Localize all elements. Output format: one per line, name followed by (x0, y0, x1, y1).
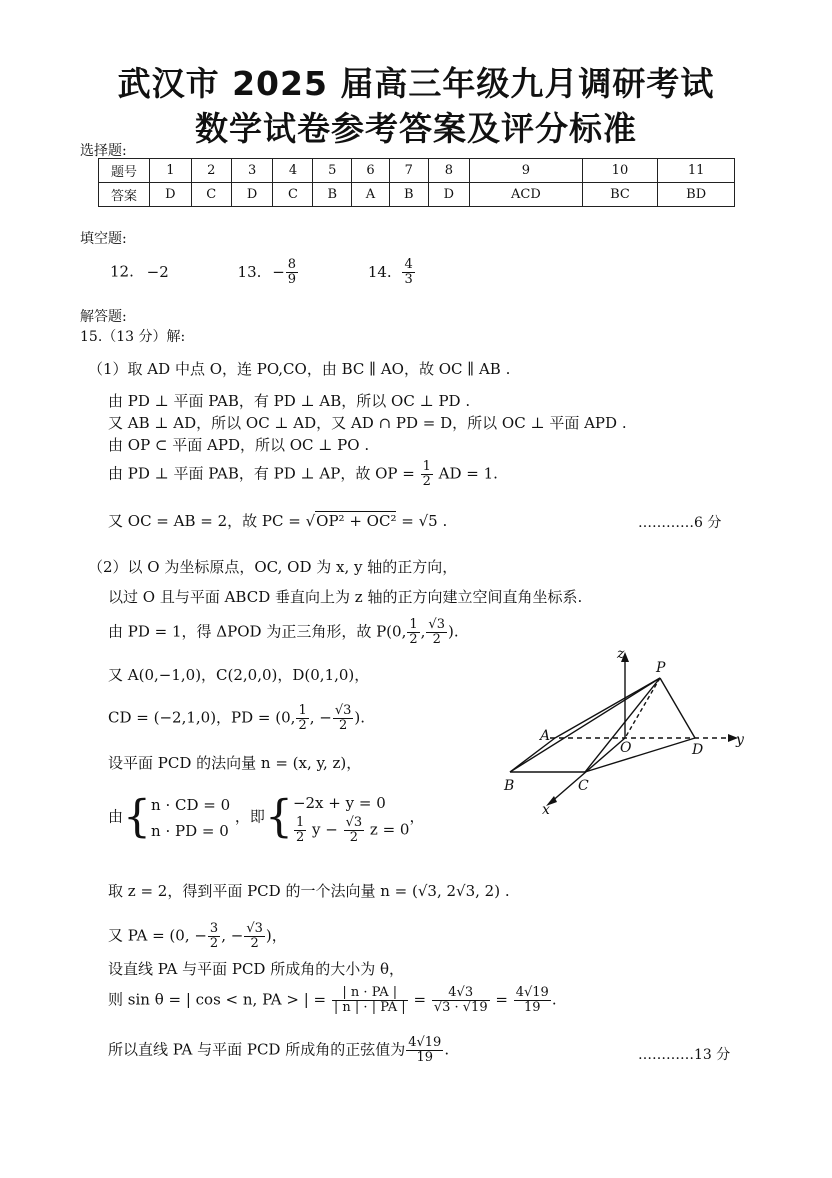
edge-PD (660, 678, 695, 738)
p2-line9: 又 PA = (0, − $\frac{3}{2}$ , − $\frac{√3}{2}$ )， (108, 921, 287, 951)
table-cell: B (313, 183, 352, 207)
fill-section-label: 填空题: (80, 231, 127, 247)
table-cell: 7 (389, 159, 428, 183)
q13-number: 13. (237, 262, 262, 281)
edge-PO (625, 678, 660, 738)
p1-line3: 又 AB ⊥ AD，所以 OC ⊥ AD，又 AD ∩ PD = D，所以 OC ⊥ 平面 APD . (108, 414, 627, 432)
p1-line5: 由 PD ⊥ 平面 PAB，有 PD ⊥ AP，故 OP = $\frac{1}{2}$ AD = 1. (108, 459, 498, 489)
fig-label: C (578, 778, 589, 794)
p2-line12: 所以直线 PA 与平面 PCD 所成角的正弦值为 $\frac{4√19}{19}$ . (108, 1035, 450, 1065)
row-head-answer: 答案 (99, 183, 150, 207)
q14-fraction: $\frac{4}{3}$ (404, 257, 413, 287)
edge-PA (555, 678, 660, 738)
fig-label: x (542, 802, 550, 818)
fig-label: B (504, 778, 515, 794)
table-row (99, 159, 735, 183)
q13-sign: − (272, 262, 285, 281)
fig-label: D (692, 742, 704, 758)
answer-table (98, 158, 735, 207)
q15-heading: 15.（13 分）解: (80, 329, 186, 345)
p1-line1: （1）取 AD 中点 O，连 PO,CO，由 BC ∥ AO，故 OC ∥ AB . (88, 360, 511, 378)
fig-label: A (540, 728, 551, 744)
p2-line4: 又 A(0,−1,0)，C(2,0,0)，D(0,1,0)， (108, 666, 370, 684)
table-cell: BC (582, 183, 658, 207)
table-cell: D (231, 183, 273, 207)
table-row (99, 183, 735, 207)
page-subtitle: 数学试卷参考答案及评分标准 (195, 109, 637, 148)
fill-answers (110, 258, 416, 287)
score-13: …………13 分 (638, 1047, 731, 1063)
p2-line8: 取 z = 2，得到平面 PCD 的一个法向量 n = (√3, 2√3, 2) . (108, 882, 510, 900)
q12-number: 12. (110, 262, 134, 281)
fig-label: O (620, 740, 632, 756)
p1-line6: 又 OC = AB = 2，故 PC = √OP² + OC² = √5 . (108, 512, 448, 530)
p2-line1: （2）以 O 为坐标原点，OC, OD 为 x, y 轴的正方向， (88, 558, 458, 576)
p2-line10: 设直线 PA 与平面 PCD 所成角的大小为 θ， (108, 960, 405, 978)
table-cell: 11 (658, 159, 735, 183)
choice-section-label: 选择题: (80, 143, 127, 159)
edge-PB (510, 678, 660, 772)
p2-line11: 则 sin θ = | cos < n, PA > | = $\frac{| n \cdot PA |}{| n | \cdot | PA |}$ = $\frac{4√3}{√3 \cdot √19}$ = $\frac{4√19}{19}$ . (108, 985, 557, 1015)
table-cell: A (352, 183, 390, 207)
edge-PC (585, 678, 660, 772)
table-cell: ACD (470, 183, 582, 207)
table-cell: D (428, 183, 470, 207)
table-cell: 10 (582, 159, 658, 183)
table-cell: 3 (231, 159, 273, 183)
q14-number: 14. (367, 262, 392, 281)
page-title: 武汉市 2025 届高三年级九月调研考试 (117, 64, 715, 103)
table-cell: 6 (352, 159, 390, 183)
q12-answer: −2 (146, 262, 169, 281)
table-cell: C (273, 183, 313, 207)
row-head-number: 题号 (99, 159, 150, 183)
table-cell: 5 (313, 159, 352, 183)
edge-CD (585, 738, 695, 772)
q13-fraction: $\frac{8}{9}$ (287, 257, 297, 287)
table-cell: 2 (191, 159, 231, 183)
p2-line5: CD = (−2,1,0)，PD = (0, $\frac{1}{2}$ , − $\frac{√3}{2}$ ). (108, 703, 366, 733)
table-cell: D (150, 183, 192, 207)
fig-label: y (736, 732, 744, 748)
table-cell: 1 (150, 159, 192, 183)
p1-line2: 由 PD ⊥ 平面 PAB，有 PD ⊥ AB，所以 OC ⊥ PD . (108, 392, 471, 410)
p2-line2: 以过 O 且与平面 ABCD 垂直向上为 z 轴的正方向建立空间直角坐标系. (108, 588, 583, 606)
p1-line4: 由 OP ⊂ 平面 APD，所以 OC ⊥ PO . (108, 436, 370, 454)
solve-section-label: 解答题: (80, 309, 127, 325)
fig-label: P (656, 660, 666, 676)
fig-label: z (617, 646, 625, 662)
p2-line6: 设平面 PCD 的法向量 n = (x, y, z)， (108, 754, 362, 772)
score-6: …………6 分 (638, 515, 722, 531)
p2-system: 由{n · CD = 0 n · PD = 0 ，即{−2x + y = 0 $\frac{1}{2}$ y − $\frac{√3}{2}$ z = 0， (108, 791, 425, 845)
table-cell: 8 (428, 159, 470, 183)
table-cell: 9 (470, 159, 582, 183)
table-cell: BD (658, 183, 735, 207)
table-cell: B (389, 183, 428, 207)
geometry-figure (490, 640, 760, 820)
table-cell: 4 (273, 159, 313, 183)
table-cell: C (191, 183, 231, 207)
p2-line3: 由 PD = 1，得 ΔPOD 为正三角形，故 P(0, $\frac{1}{2}$ , $\frac{√3}{2}$ ). (108, 617, 459, 647)
